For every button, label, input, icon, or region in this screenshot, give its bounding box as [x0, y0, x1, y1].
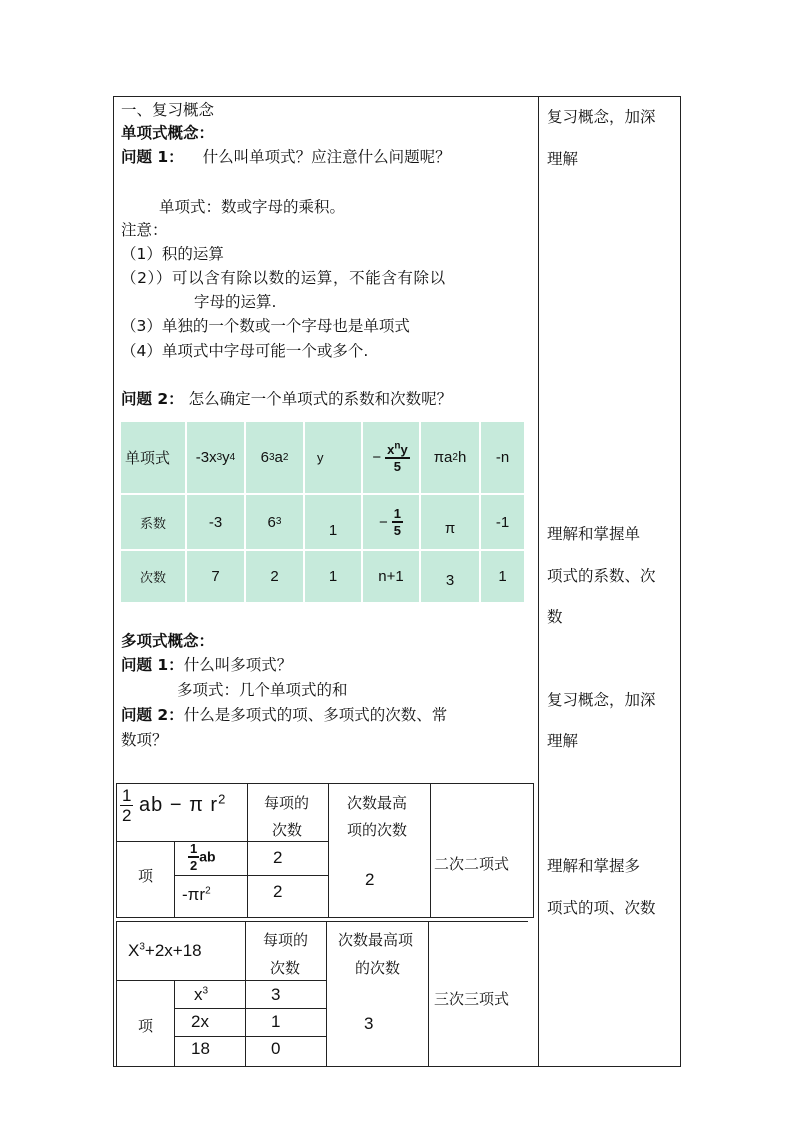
- q1-label: 问题 1：: [121, 148, 184, 166]
- side-note-2-line-1: 理解和掌握单: [547, 525, 641, 543]
- pt1-header-max-1: 次数最高: [347, 794, 408, 812]
- pt2-header-max-2: 的次数: [355, 959, 401, 977]
- pt2-term-degree-3: 0: [271, 1039, 281, 1058]
- pt1-term-degree-2: 2: [273, 882, 283, 901]
- coefficient-4: − $\frac{1}{5}$: [363, 495, 419, 549]
- q2-label: 问题 2：: [121, 390, 184, 408]
- monomial-3: y: [305, 422, 361, 493]
- pt2-grid: [245, 921, 246, 1066]
- coefficient-3: 1: [305, 495, 361, 549]
- monomial-5: πa 2 h: [421, 422, 479, 493]
- pt1-term-2: $-\pi r^2$: [182, 885, 211, 904]
- pt1-grid: [174, 875, 328, 876]
- pt2-classification: 三次三项式: [434, 990, 510, 1008]
- q2-text: 怎么确定一个单项式的系数和次数呢？: [188, 390, 453, 408]
- pt1-grid: [116, 783, 117, 917]
- frame-bottom: [113, 1066, 681, 1067]
- side-note-1-line-1: 复习概念，加深: [547, 108, 656, 126]
- pt1-max-degree: 2: [365, 870, 375, 889]
- side-note-2-line-2: 项式的系数、次: [547, 567, 656, 585]
- pq1-label: 问题 1：: [121, 656, 184, 674]
- poly-question-1: [121, 655, 292, 675]
- pt2-terms-label: 项: [138, 1017, 154, 1035]
- poly-definition: 多项式：几个单项式的和: [177, 681, 348, 699]
- pt2-grid: [174, 1008, 326, 1009]
- note-item-1: （1）积的运算: [121, 245, 224, 263]
- side-note-4-line-2: 项式的项、次数: [547, 899, 656, 917]
- monomial-6: -n: [481, 422, 524, 493]
- side-note-3-line-1: 复习概念，加深: [547, 691, 656, 709]
- pt2-term-degree-2: 1: [271, 1012, 281, 1031]
- pq2-label: 问题 2：: [121, 706, 184, 724]
- pt2-term-degree-1: 3: [271, 985, 281, 1004]
- pt1-term-1: $\frac{1}{2}$ ab: [190, 841, 216, 873]
- monomial-1: -3x 3 y 4: [187, 422, 244, 493]
- question-2: [121, 389, 452, 409]
- row-label-degree: 次数: [121, 551, 185, 602]
- row-label-monomial: 单项式: [121, 422, 185, 493]
- pt2-term-3: 18: [191, 1039, 210, 1058]
- poly-question-2-cont: 数项？: [121, 731, 168, 749]
- monomial-2: 6 3 a 2: [246, 422, 303, 493]
- side-note-1-line-2: 理解: [547, 150, 579, 168]
- monomial-table: [121, 422, 524, 602]
- pt2-grid: [174, 980, 175, 1066]
- pt2-header-max-1: 次数最高项: [338, 931, 414, 949]
- polynomial-heading: 多项式概念：: [121, 632, 215, 650]
- pt1-grid: [116, 917, 534, 918]
- side-note-3-line-2: 理解: [547, 732, 579, 750]
- frame-top: [113, 96, 681, 97]
- pt1-grid: [116, 841, 328, 842]
- pt2-header-each-1: 每项的: [263, 931, 309, 949]
- pt2-grid: [116, 921, 528, 922]
- degree-3: 1: [305, 551, 361, 602]
- coefficient-1: -3: [187, 495, 244, 549]
- pt1-grid: [116, 783, 534, 784]
- pt1-header-each-2: 次数: [272, 821, 303, 839]
- note-item-3: （3）单独的一个数或一个字母也是单项式: [121, 317, 410, 335]
- side-note-4-line-1: 理解和掌握多: [547, 857, 641, 875]
- pt1-grid: [430, 783, 431, 917]
- degree-5: 3: [421, 551, 479, 602]
- section-title: 一、复习概念: [121, 101, 215, 119]
- pt1-classification: 二次二项式: [434, 855, 510, 873]
- note-item-2-cont: 字母的运算.: [194, 293, 277, 311]
- pt1-grid: [174, 841, 175, 917]
- degree-1: 7: [187, 551, 244, 602]
- frame-divider: [538, 96, 539, 1067]
- pt2-term-2: 2x: [191, 1012, 209, 1031]
- frame-right: [680, 96, 681, 1067]
- degree-6: 1: [481, 551, 524, 602]
- pt1-term-degree-1: 2: [273, 848, 283, 867]
- coefficient-6: -1: [481, 495, 524, 549]
- pt1-header-each-1: 每项的: [264, 794, 310, 812]
- monomial-heading: 单项式概念：: [121, 124, 215, 142]
- pq2-text-1: 什么是多项式的项、多项式的次数、常: [183, 706, 448, 724]
- pt2-term-1: $x^3$: [194, 985, 209, 1004]
- pt1-expression: $\frac{1}{2}$ ab − π $r^2$: [122, 786, 227, 825]
- degree-2: 2: [246, 551, 303, 602]
- coefficient-5: π: [421, 495, 479, 549]
- coefficient-2: 6 3: [246, 495, 303, 549]
- pt2-grid: [116, 921, 117, 1066]
- pt1-terms-label: 项: [138, 867, 154, 885]
- question-1: [121, 147, 451, 167]
- pt2-grid: [116, 980, 326, 981]
- pt1-grid: [247, 783, 248, 917]
- pt2-expression: $X^3+2x+18$: [128, 941, 202, 960]
- pt1-grid: [328, 783, 329, 917]
- pt2-grid: [174, 1036, 326, 1037]
- pt2-grid: [428, 921, 429, 1066]
- side-note-2-line-3: 数: [547, 608, 563, 626]
- note-item-4: （4）单项式中字母可能一个或多个.: [121, 342, 369, 360]
- row-label-coefficient: 系数: [121, 495, 185, 549]
- pt2-max-degree: 3: [364, 1014, 374, 1033]
- pt1-header-max-2: 项的次数: [347, 821, 408, 839]
- poly-question-2: [121, 705, 447, 725]
- pq1-text: 什么叫多项式？: [183, 656, 293, 674]
- note-label: 注意：: [121, 221, 168, 239]
- pt2-grid: [326, 921, 327, 1066]
- degree-4: n+1: [363, 551, 419, 602]
- frame-left: [113, 96, 114, 1067]
- monomial-definition: 单项式：数或字母的乘积。: [159, 198, 346, 216]
- pt2-header-each-2: 次数: [270, 959, 301, 977]
- note-item-2: （2））可以含有除以数的运算，不能含有除以: [121, 269, 446, 287]
- q1-text: 什么叫单项式？应注意什么问题呢？: [202, 148, 451, 166]
- monomial-4: − $\frac{x^ny}{5}$: [363, 422, 419, 493]
- pt1-grid: [533, 783, 534, 917]
